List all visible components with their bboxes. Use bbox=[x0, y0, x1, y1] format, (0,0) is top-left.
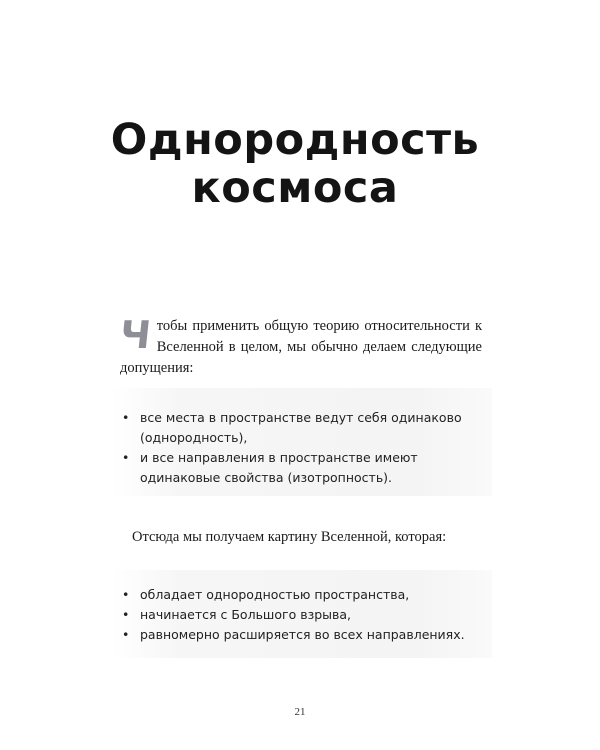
list-item bbox=[122, 408, 482, 448]
list-item bbox=[122, 625, 482, 645]
list-item bbox=[122, 605, 482, 625]
list-item-text: обладает однородностью пространства, bbox=[140, 587, 410, 602]
drop-cap: Ч bbox=[117, 313, 154, 357]
chapter-title-line-2: космоса bbox=[191, 163, 399, 213]
bullet-icon: • bbox=[122, 607, 130, 622]
list-item bbox=[122, 448, 482, 488]
list-item-text: все места в пространстве ведут себя одинаково (однородность), bbox=[140, 410, 462, 445]
conclusion-paragraph: Отсюда мы получаем картину Вселенной, которая: bbox=[132, 529, 447, 545]
list-item-text: начинается с Большого взрыва, bbox=[140, 607, 352, 622]
page-number: 21 bbox=[294, 706, 306, 718]
chapter-title-line-1: Однородность bbox=[110, 115, 480, 165]
bullet-icon: • bbox=[122, 627, 130, 642]
bullet-icon: • bbox=[122, 410, 130, 425]
intro-paragraph bbox=[117, 313, 482, 379]
list-item-text: равномерно расширяется во всех направлениях. bbox=[140, 627, 465, 642]
bullet-icon: • bbox=[122, 587, 130, 602]
properties-list bbox=[122, 585, 482, 645]
chapter-title bbox=[60, 116, 530, 212]
intro-text: тобы применить общую теорию относительности к Вселенной в целом, мы обычно делаем следующие допущения: bbox=[120, 318, 482, 376]
list-item bbox=[122, 585, 482, 605]
bullet-icon: • bbox=[122, 450, 130, 465]
list-item-text: и все направления в пространстве имеют одинаковые свойства (изотропность). bbox=[140, 450, 418, 485]
assumptions-list bbox=[122, 408, 482, 488]
